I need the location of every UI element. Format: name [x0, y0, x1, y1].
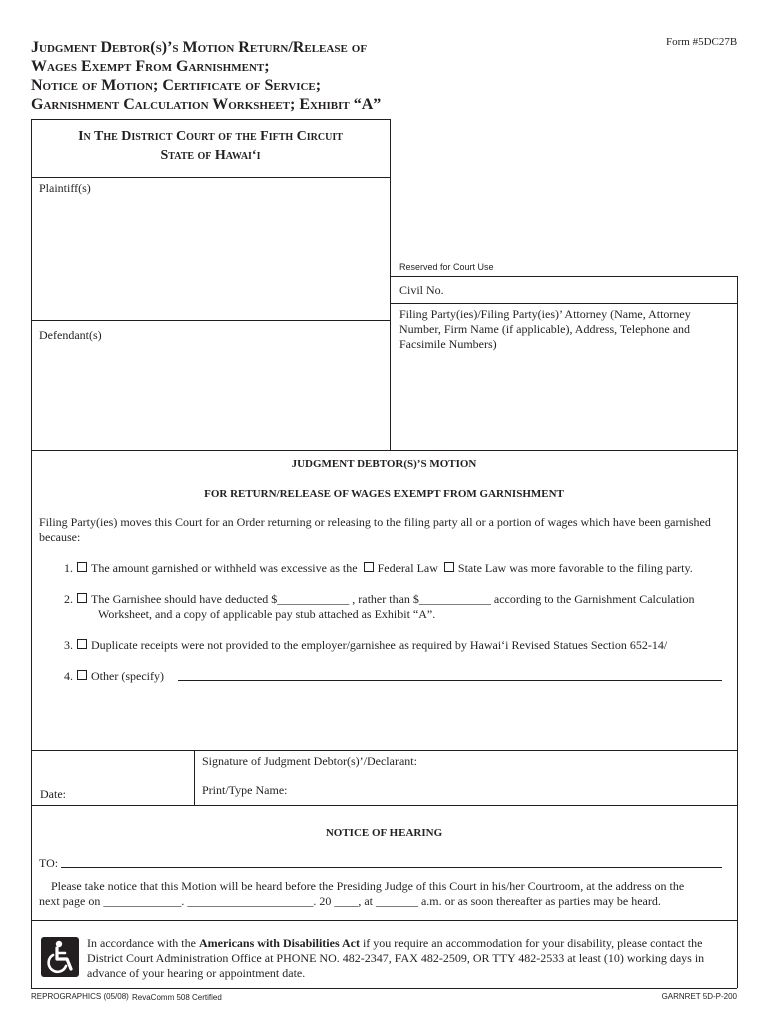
court-line-2: State of Hawai‘i: [160, 148, 261, 163]
federal-law-label: Federal Law: [377, 561, 438, 575]
defendant-label: Defendant(s): [39, 328, 102, 342]
item-4-label: Other (specify): [91, 669, 164, 683]
court-line-1: In The District Court of the Fifth Circuit: [78, 129, 343, 144]
form-number: Form #5DC27B: [666, 36, 738, 48]
ada-line-1: [87, 936, 702, 951]
item-2-checkbox[interactable]: [77, 593, 87, 603]
footer-reprographics: REPROGRAPHICS (05/08): [31, 992, 129, 1001]
item-3: [64, 638, 667, 653]
title-line-1: Judgment Debtor(s)’s Motion Return/Release of: [31, 39, 368, 56]
other-specify-line[interactable]: [178, 680, 722, 681]
civil-no-label: Civil No.: [399, 283, 444, 297]
item-2-line-2: Worksheet, and a copy of applicable pay stub attached as Exhibit “A”.: [98, 607, 436, 621]
title-line-3: Notice of Motion; Certificate of Service;: [31, 77, 322, 94]
item-1-text: The amount garnished or withheld was excessive as the: [91, 561, 358, 575]
ada-pre: In accordance with the: [87, 936, 199, 950]
title-line-2: Wages Exempt From Garnishment;: [31, 58, 270, 75]
ada-post: if you require an accommodation for your disability, please contact the: [359, 936, 703, 950]
ada-act-name: Americans with Disabilities Act: [198, 936, 360, 950]
to-line[interactable]: [61, 867, 722, 868]
footer-revacomm: RevaComm 508 Certified: [132, 993, 222, 1002]
state-law-label: State Law was more favorable to the filing party.: [457, 561, 693, 575]
item-3-text: Duplicate receipts were not provided to the employer/garnishee as required by Hawai‘i Revised Statues Section 652-14/: [91, 638, 668, 652]
wheelchair-icon: [41, 937, 79, 977]
state-law-checkbox[interactable]: [444, 562, 454, 572]
print-name-label: Print/Type Name:: [202, 783, 288, 797]
item-3-checkbox[interactable]: [77, 639, 87, 649]
to-label: TO:: [39, 856, 59, 870]
federal-law-checkbox[interactable]: [364, 562, 374, 572]
item-1-num: 1.: [64, 561, 73, 575]
ada-line-3: advance of your hearing or appointment date.: [87, 966, 306, 980]
item-3-num: 3.: [64, 638, 73, 652]
court-name: [31, 127, 390, 165]
item-4-checkbox[interactable]: [77, 670, 87, 680]
item-2-line-1: The Garnishee should have deducted $____________ , rather than $____________ according to the Garnishment Calculation: [91, 592, 695, 606]
motion-intro: Filing Party(ies) moves this Court for an Order returning or releasing to the filing party all or a portion of wages which have been garnished because:: [39, 515, 711, 544]
filing-party-label: Filing Party(ies)/Filing Party(ies)’ Attorney (Name, Attorney Number, Firm Name (if applicable), Address, Telephone and Facsimile Numbers): [399, 307, 691, 351]
form-title: [31, 38, 381, 114]
reserved-label: Reserved for Court Use: [399, 262, 494, 272]
notice-line-2: next page on _____________. _____________________. 20 ____, at _______ a.m. or as soon thereafter as parties may be heard.: [39, 894, 661, 908]
date-label: Date:: [40, 787, 66, 801]
footer-form-code: GARNRET 5D-P-200: [661, 992, 737, 1001]
notice-heading: NOTICE OF HEARING: [325, 827, 443, 839]
item-2-num: 2.: [64, 592, 73, 606]
item-2: [64, 592, 695, 607]
motion-heading-2: FOR RETURN/RELEASE OF WAGES EXEMPT FROM GARNISHMENT: [204, 488, 564, 500]
title-line-4: Garnishment Calculation Worksheet; Exhibit “A”: [31, 96, 382, 113]
notice-line-1: Please take notice that this Motion will be heard before the Presiding Judge of this Court in his/her Courtroom, at the address on the: [51, 879, 685, 893]
item-4-num: 4.: [64, 669, 73, 683]
ada-line-2: District Court Administration Office at PHONE NO. 482-2347, FAX 482-2509, OR TTY 482-2533 at least (10) working days in: [87, 951, 705, 965]
motion-heading-1: JUDGMENT DEBTOR(S)’S MOTION: [291, 458, 477, 470]
plaintiff-label: Plaintiff(s): [39, 181, 91, 195]
item-4: [64, 669, 164, 684]
item-1-checkbox[interactable]: [77, 562, 87, 572]
signature-label: Signature of Judgment Debtor(s)’/Declarant:: [202, 754, 417, 768]
item-1: [64, 561, 693, 576]
